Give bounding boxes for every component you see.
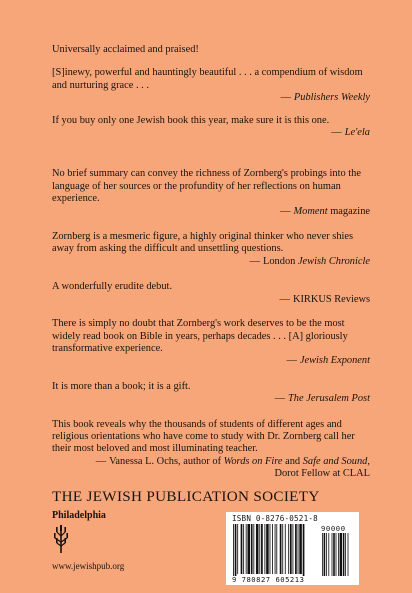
barcode-bar — [293, 524, 294, 574]
publisher-name: THE JEWISH PUBLICATION SOCIETY — [52, 488, 320, 505]
barcode-addon-bar — [333, 533, 335, 576]
isbn-number: ISBN 0-8276-0521-8 — [232, 514, 318, 523]
barcode-addon-number: 90000 — [321, 524, 346, 533]
review-source: — Jewish Exponent — [286, 355, 370, 367]
review-source: — Le'ela — [331, 127, 370, 139]
publisher-url: www.jewishpub.org — [52, 561, 125, 571]
review-quote: No brief summary can convey the richness of Zornberg's probings into the language of her sources or the profundity of her reflections on human experience. — [52, 168, 361, 205]
reviews-intro: Universally acclaimed and praised! — [52, 44, 199, 55]
review-quote: This book reveals why the thousands of students of different ages and religious orientations who have come to study with Dr. Zornberg call her their most beloved and most illuminating teacher. — [52, 418, 355, 455]
review-jerusalem-post — [52, 381, 370, 406]
barcode-bar — [276, 524, 277, 574]
barcode-bar — [243, 524, 244, 574]
review-quote: Zornberg is a mesmeric figure, a highly original thinker who never shies away from asking the difficult and unsettling questions. — [52, 231, 354, 255]
barcode-bar — [247, 524, 250, 574]
barcode-bar — [261, 524, 263, 574]
ean-number: 9 780827 605213 — [232, 575, 305, 584]
barcode-addon-bar — [336, 533, 337, 576]
barcode-bar — [299, 524, 302, 574]
barcode-bar — [303, 524, 305, 576]
barcode-addon-bar — [338, 533, 339, 576]
barcode-bar — [264, 524, 265, 574]
barcode-bar — [246, 524, 247, 574]
barcode-addon-bar — [340, 533, 342, 576]
barcode-bar — [272, 524, 273, 574]
review-quote: There is simply no doubt that Zornberg's work deserves to be the most widely read book on Bible in years, perhaps decades . . . [A] gloriously transformative experience. — [52, 318, 348, 354]
barcode-addon-bar — [345, 533, 346, 576]
review-source: — The Jerusalem Post — [274, 393, 370, 405]
review-source: — Publishers Weekly — [280, 92, 370, 104]
barcode-bar — [288, 524, 289, 574]
barcode-bar — [233, 524, 234, 576]
barcode-addon-bar — [348, 533, 349, 576]
review-kirkus — [52, 281, 370, 306]
review-quote: If you buy only one Jewish book this year, make sure it is this one. — [52, 114, 330, 126]
barcode-bar — [280, 524, 282, 574]
barcode-bar — [295, 524, 297, 574]
barcode-bar — [270, 524, 271, 574]
barcode-bar — [298, 524, 299, 574]
review-quote: [S]inewy, powerful and hauntingly beautiful . . . a compendium of wisdom and nurturing grace . . . — [52, 67, 363, 91]
review-quote: A wonderfully erudite debut. — [52, 281, 173, 293]
barcode-bar — [282, 524, 283, 574]
barcode-bar — [237, 524, 238, 574]
barcode-bar — [266, 524, 269, 574]
review-vanessa-ochs — [52, 419, 370, 481]
barcode-bar — [241, 524, 243, 574]
reviews-section — [52, 44, 370, 481]
review-publishers-weekly — [52, 67, 370, 104]
menorah-tree-logo-icon — [54, 525, 68, 553]
barcode-addon-bar — [332, 533, 333, 576]
barcode-bar — [259, 524, 260, 574]
review-source: — London Jewish Chronicle — [249, 255, 370, 267]
review-jewish-exponent — [52, 318, 370, 368]
isbn-barcode — [226, 512, 359, 585]
barcode-addon-bar — [328, 533, 329, 576]
review-source: — Vanessa L. Ochs, author of Words on Fire and Safe and Sound, — [95, 455, 370, 467]
barcode-addon-bar — [343, 533, 345, 576]
review-jewish-chronicle — [52, 231, 370, 268]
review-quote: It is more than a book; it is a gift. — [52, 380, 191, 392]
publisher-city: Philadelphia — [52, 510, 106, 521]
barcode-bar — [253, 524, 254, 574]
barcode-bar — [235, 524, 237, 576]
barcode-bar — [290, 524, 292, 574]
barcode-bar — [251, 524, 253, 574]
barcode-addon-bar — [322, 533, 323, 576]
review-source-line2: Dorot Fellow at CLAL — [274, 468, 370, 480]
barcode-bar — [285, 524, 286, 574]
review-leela — [52, 115, 370, 140]
review-moment — [52, 168, 370, 218]
review-source: — Moment magazine — [280, 205, 370, 217]
barcode-addon-bar — [324, 533, 326, 576]
barcode-bar — [256, 524, 259, 574]
barcode-bar — [275, 524, 276, 574]
barcode-addon-bar — [326, 533, 327, 576]
review-source: — KIRKUS Reviews — [279, 293, 370, 305]
